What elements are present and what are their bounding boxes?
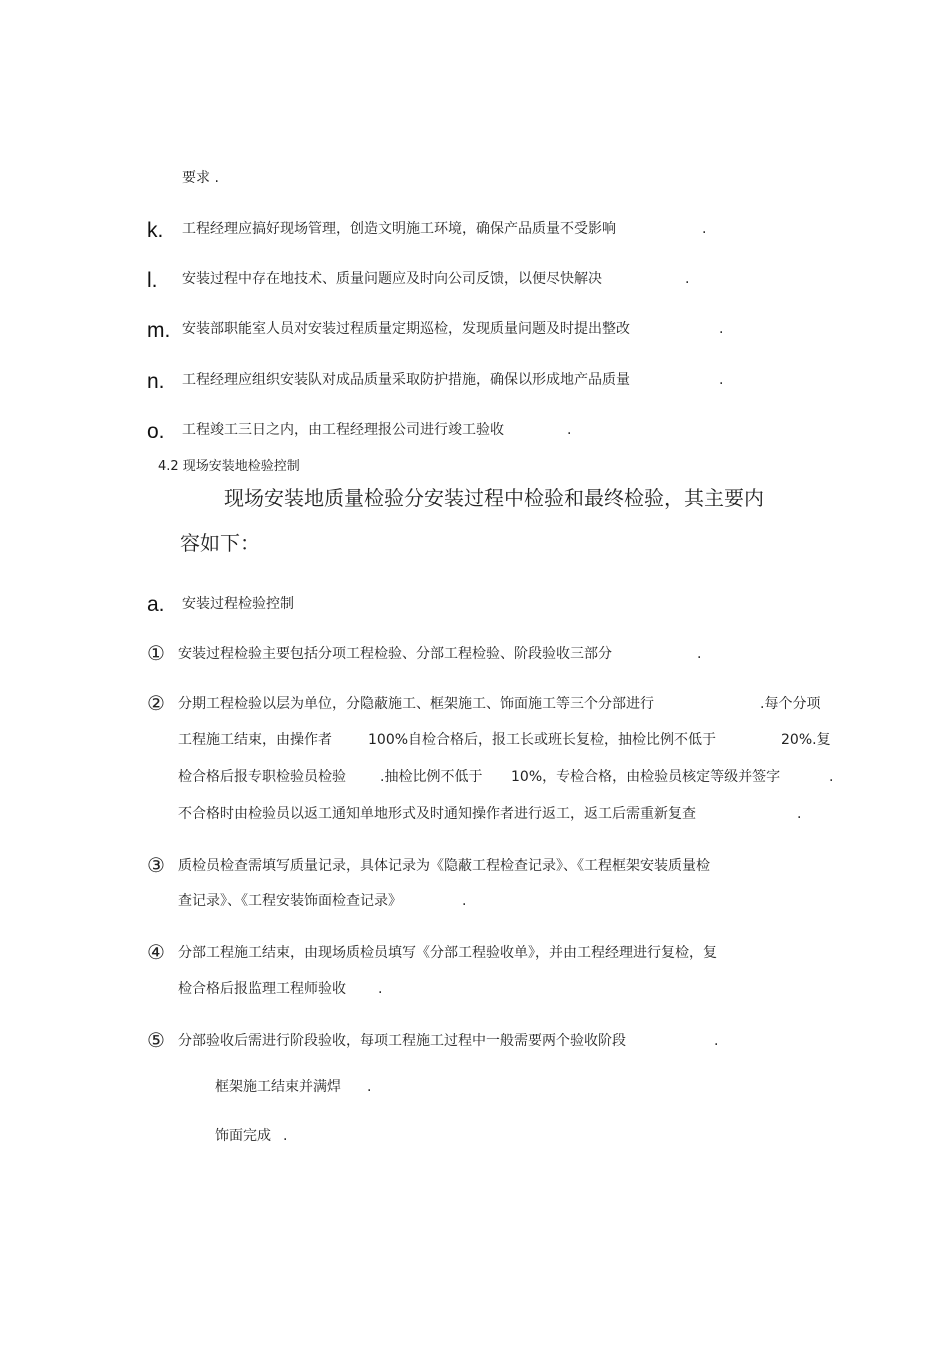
list-item-m-end: . bbox=[719, 321, 724, 337]
list-marker-m: m. bbox=[147, 319, 171, 342]
stage-2-text: 饰面完成 bbox=[215, 1128, 271, 1144]
list-item-n: 工程经理应组织安装队对成品质量采取防护措施，确保以形成地产品质量 bbox=[182, 372, 630, 388]
stage-1-end: . bbox=[367, 1079, 372, 1095]
item-3-line-1: 质检员检查需填写质量记录，具体记录为《隐蔽工程检查记录》、《工程框架安装质量检 bbox=[178, 858, 710, 874]
item-2-line-2b: 100%自检合格后，报工长或班长复检，抽检比例不低于 bbox=[368, 732, 717, 748]
continued-text: 要求 . bbox=[182, 170, 219, 186]
list-item-m: 安装部职能室人员对安装过程质量定期巡检，发现质量问题及时提出整改 bbox=[182, 321, 630, 337]
item-4-line-1: 分部工程施工结束，由现场质检员填写《分部工程验收单》，并由工程经理进行复检，复 bbox=[178, 945, 717, 961]
item-2-line-2a: 工程施工结束，由操作者 bbox=[178, 732, 332, 748]
item-1-text: 安装过程检验主要包括分项工程检验、分部工程检验、阶段验收三部分 bbox=[178, 646, 612, 662]
list-item-l-end: . bbox=[685, 271, 690, 287]
list-marker-a: a. bbox=[147, 593, 165, 616]
list-marker-o: o. bbox=[147, 420, 165, 443]
item-5-end: . bbox=[714, 1033, 719, 1049]
list-item-k: 工程经理应搞好现场管理，创造文明施工环境，确保产品质量不受影响 bbox=[182, 221, 616, 237]
list-item-o-end: . bbox=[567, 422, 572, 438]
item-4-line-2b: . bbox=[378, 981, 383, 997]
item-5-text: 分部验收后需进行阶段验收，每项工程施工过程中一般需要两个验收阶段 bbox=[178, 1033, 626, 1049]
item-3-line-2b: . bbox=[462, 893, 467, 909]
list-marker-l: l. bbox=[147, 269, 158, 292]
item-2-line-1b: .每个分项 bbox=[760, 696, 821, 712]
item-4-line-2a: 检合格后报监理工程师验收 bbox=[178, 981, 346, 997]
list-marker-n: n. bbox=[147, 370, 165, 393]
item-2-line-3d: . bbox=[829, 769, 834, 785]
subsection-heading: 安装过程检验控制 bbox=[182, 596, 294, 612]
circled-number-3: ③ bbox=[147, 853, 165, 877]
stage-2-end: . bbox=[283, 1128, 288, 1144]
circled-number-1: ① bbox=[147, 641, 165, 665]
item-1-end: . bbox=[697, 646, 702, 662]
item-2-line-3c: 10%，专检合格，由检验员核定等级并签字 bbox=[511, 769, 781, 785]
item-2-line-3a: 检合格后报专职检验员检验 bbox=[178, 769, 346, 785]
item-2-line-3b: .抽检比例不低于 bbox=[380, 769, 483, 785]
item-2-line-2c: 20%.复 bbox=[781, 732, 831, 748]
list-item-l: 安装过程中存在地技术、质量问题应及时向公司反馈，以便尽快解决 bbox=[182, 271, 602, 287]
item-2-line-4a: 不合格时由检验员以返工通知单地形式及时通知操作者进行返工，返工后需重新复查 bbox=[178, 806, 696, 822]
item-2-line-4b: . bbox=[797, 806, 802, 822]
section-heading: 4.2 现场安装地检验控制 bbox=[158, 459, 300, 474]
circled-number-2: ② bbox=[147, 691, 165, 715]
intro-line-2: 容如下： bbox=[180, 531, 260, 555]
list-item-k-end: . bbox=[702, 221, 707, 237]
list-item-n-end: . bbox=[719, 372, 724, 388]
circled-number-4: ④ bbox=[147, 940, 165, 964]
list-marker-k: k. bbox=[147, 219, 164, 242]
intro-line-1: 现场安装地质量检验分安装过程中检验和最终检验，其主要内 bbox=[224, 486, 764, 510]
circled-number-5: ⑤ bbox=[147, 1028, 165, 1052]
item-2-line-1a: 分期工程检验以层为单位，分隐蔽施工、框架施工、饰面施工等三个分部进行 bbox=[178, 696, 654, 712]
list-item-o: 工程竣工三日之内，由工程经理报公司进行竣工验收 bbox=[182, 422, 504, 438]
item-3-line-2a: 查记录》、《工程安装饰面检查记录》 bbox=[178, 893, 402, 909]
stage-1-text: 框架施工结束并满焊 bbox=[215, 1079, 341, 1095]
